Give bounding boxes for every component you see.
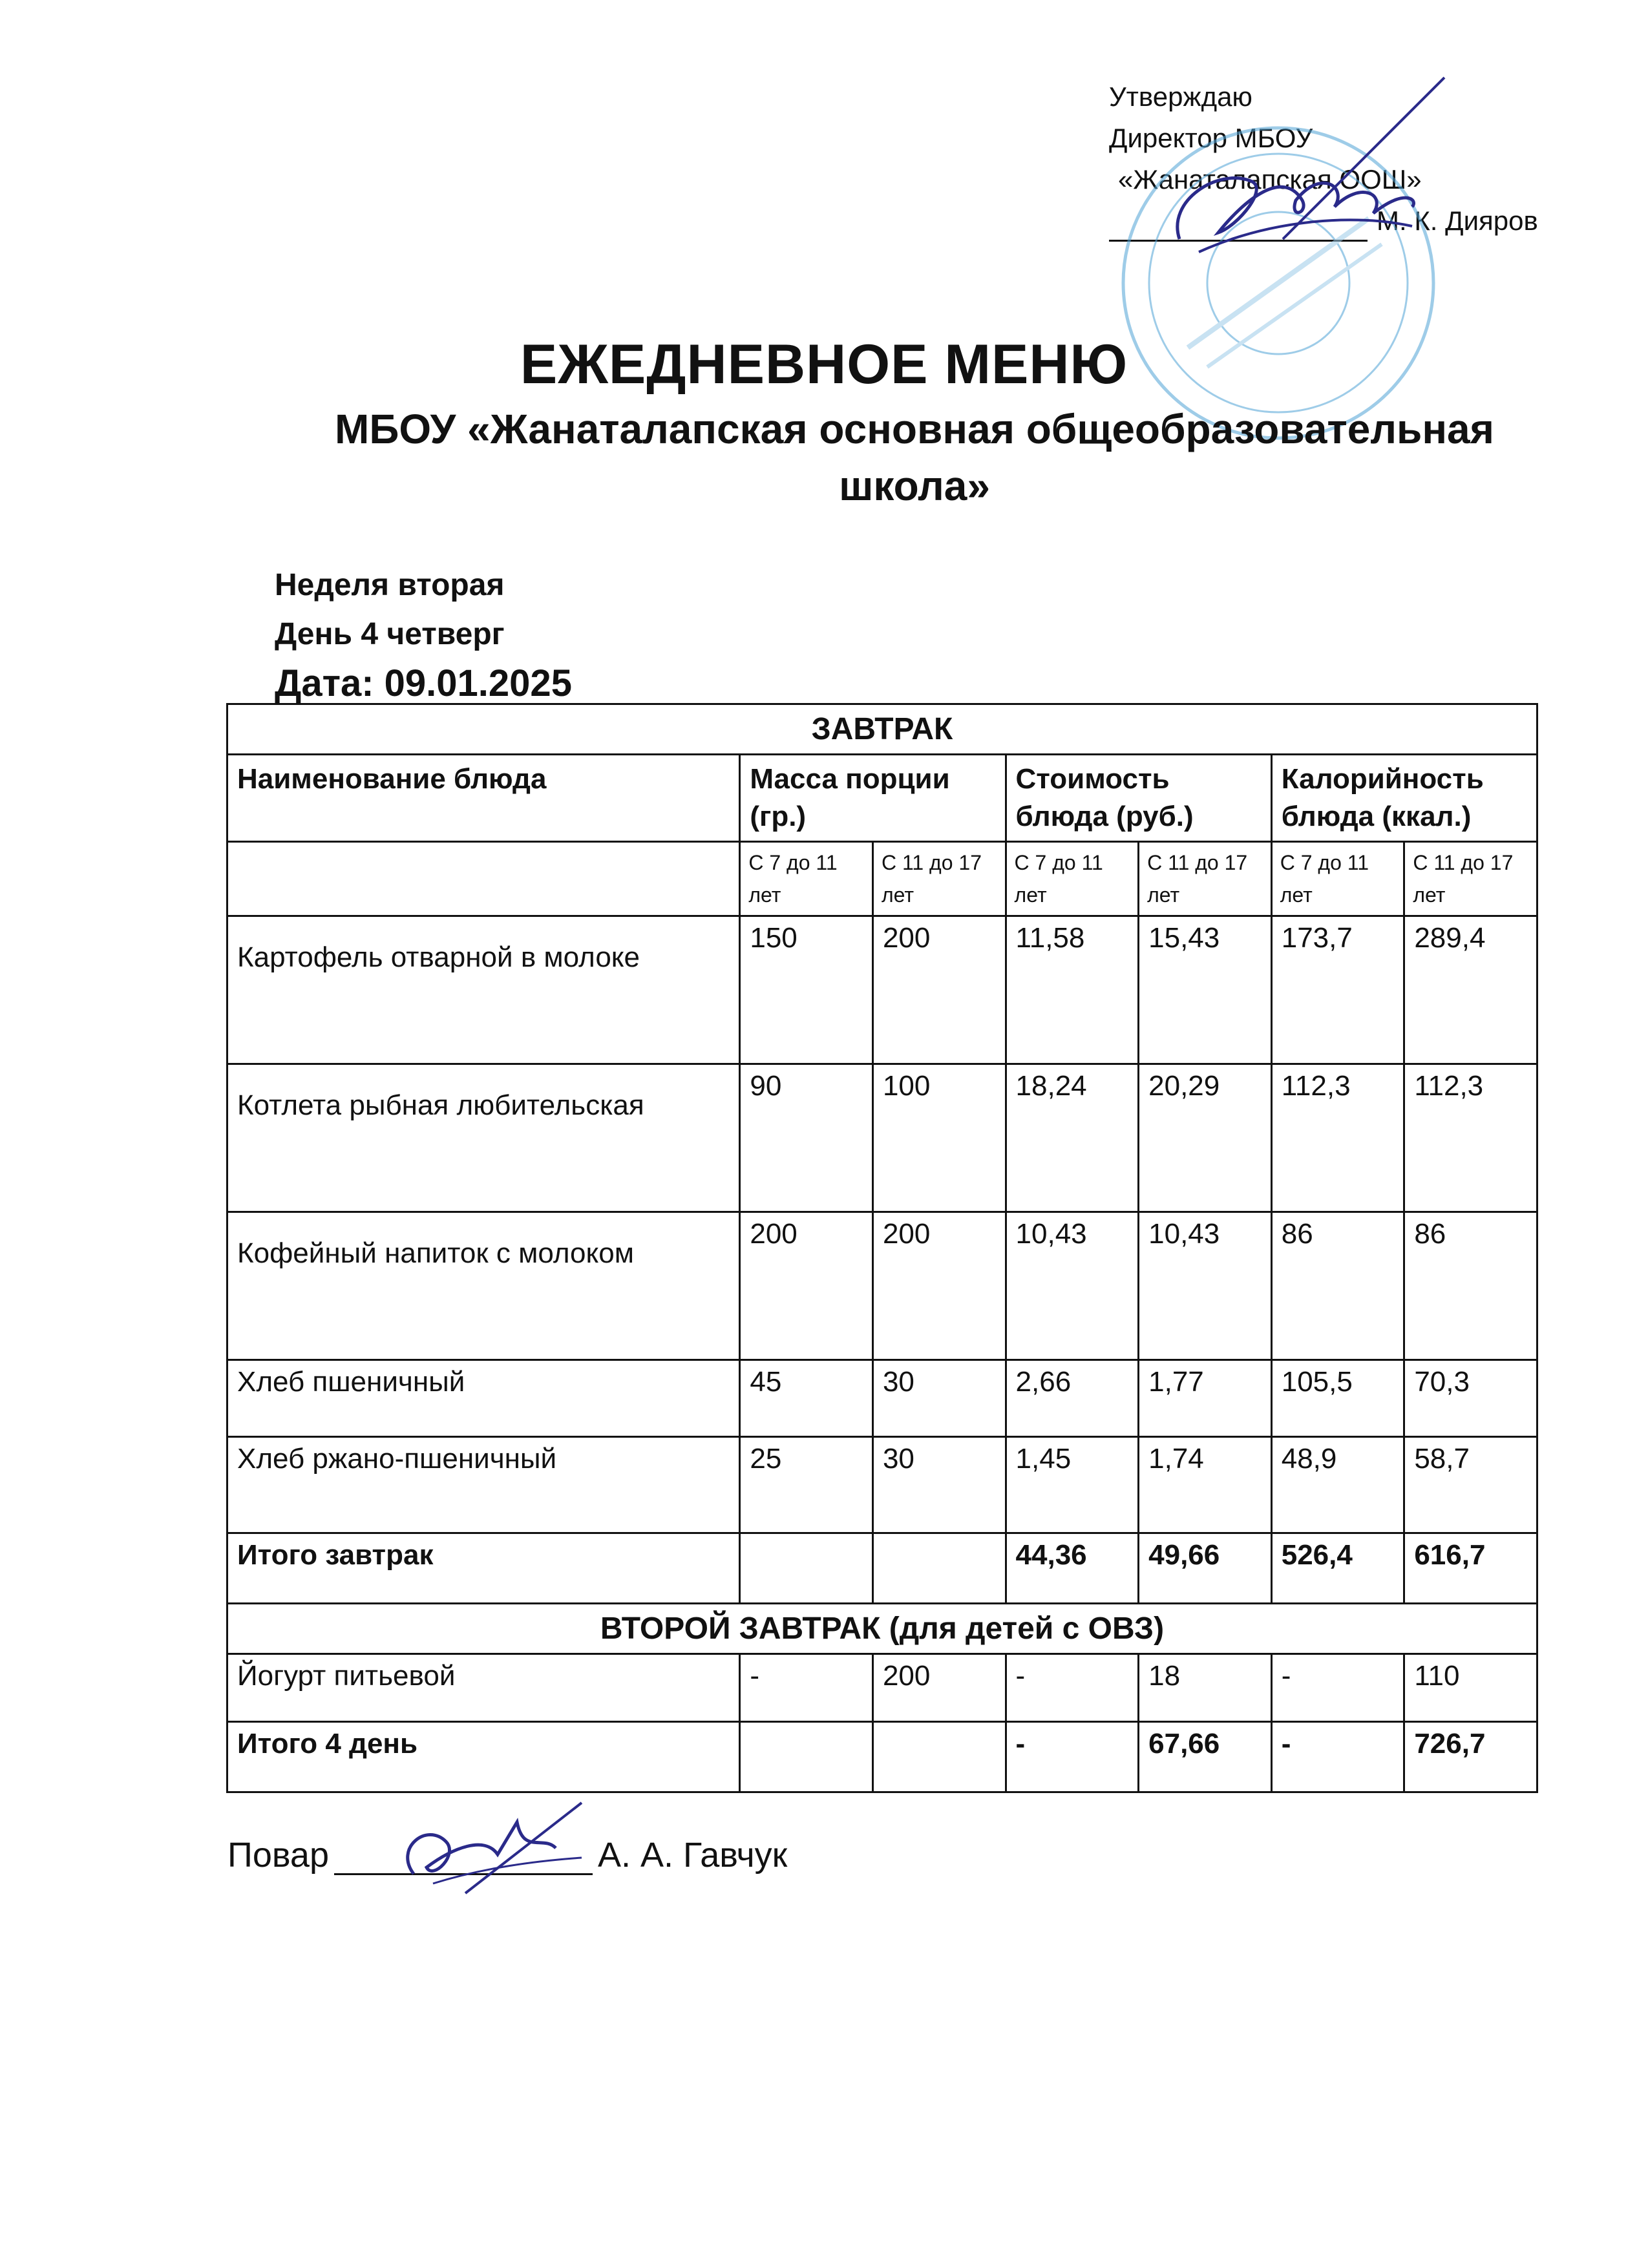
dish-name: Кофейный напиток с молоком bbox=[227, 1212, 740, 1360]
total-mass-11-17 bbox=[872, 1722, 1006, 1792]
cal-11-17: 58,7 bbox=[1404, 1437, 1537, 1533]
header-row bbox=[227, 755, 1537, 842]
cal-7-11: 173,7 bbox=[1271, 916, 1404, 1064]
total-day-row bbox=[227, 1722, 1537, 1792]
cost-11-17: 20,29 bbox=[1139, 1064, 1272, 1212]
table-row bbox=[227, 1064, 1537, 1212]
header-mass: Масса порции (гр.) bbox=[740, 755, 1006, 842]
age-group: С 7 до 11 лет bbox=[1006, 842, 1139, 916]
day-label: День 4 четверг bbox=[275, 617, 505, 651]
cost-11-17: 10,43 bbox=[1139, 1212, 1272, 1360]
dish-name: Хлеб ржано-пшеничный bbox=[227, 1437, 740, 1533]
total-day-label: Итого 4 день bbox=[227, 1722, 740, 1792]
approval-line-3: «Жанаталапская ООШ» bbox=[1118, 164, 1422, 194]
table-row bbox=[227, 916, 1537, 1064]
age-group: С 11 до 17 лет bbox=[1139, 842, 1272, 916]
section-row-second bbox=[227, 1604, 1537, 1654]
header-calories: Калорийность блюда (ккал.) bbox=[1271, 755, 1537, 842]
total-mass-7-11 bbox=[740, 1533, 873, 1604]
age-group-row bbox=[227, 842, 1537, 916]
section-second-breakfast: ВТОРОЙ ЗАВТРАК (для детей с ОВЗ) bbox=[227, 1604, 1537, 1654]
page-title: ЕЖЕДНЕВНОЕ МЕНЮ bbox=[520, 333, 1128, 395]
total-cost-11-17: 67,66 bbox=[1139, 1722, 1272, 1792]
director-name: М. К. Дияров bbox=[1377, 205, 1538, 236]
cal-11-17: 112,3 bbox=[1404, 1064, 1537, 1212]
dish-name: Хлеб пшеничный bbox=[227, 1360, 740, 1437]
age-group: С 7 до 11 лет bbox=[740, 842, 873, 916]
mass-7-11: 90 bbox=[740, 1064, 873, 1212]
table-row bbox=[227, 1437, 1537, 1533]
dish-name: Котлета рыбная любительская bbox=[227, 1064, 740, 1212]
mass-7-11: 25 bbox=[740, 1437, 873, 1533]
total-cal-11-17: 726,7 bbox=[1404, 1722, 1537, 1792]
menu-table bbox=[226, 703, 1538, 1793]
table-row bbox=[227, 1360, 1537, 1437]
dish-name: Картофель отварной в молоке bbox=[227, 916, 740, 1064]
cook-name: А. А. Гавчук bbox=[598, 1836, 788, 1874]
school-name: МБОУ «Жанаталапская основная общеобразовательная школа» bbox=[335, 406, 1494, 509]
cal-7-11: - bbox=[1271, 1654, 1404, 1722]
table-row bbox=[227, 1654, 1537, 1722]
section-breakfast: ЗАВТРАК bbox=[227, 704, 1537, 755]
cost-7-11: 11,58 bbox=[1006, 916, 1139, 1064]
approval-line-2: Директор МБОУ bbox=[1109, 123, 1313, 153]
cal-11-17: 70,3 bbox=[1404, 1360, 1537, 1437]
mass-7-11: 150 bbox=[740, 916, 873, 1064]
mass-11-17: 200 bbox=[872, 1212, 1006, 1360]
cost-7-11: 2,66 bbox=[1006, 1360, 1139, 1437]
total-cal-7-11: - bbox=[1271, 1722, 1404, 1792]
table-row bbox=[227, 1212, 1537, 1360]
age-group-empty bbox=[227, 842, 740, 916]
cook-signature bbox=[388, 1796, 595, 1906]
total-cost-7-11: - bbox=[1006, 1722, 1139, 1792]
approval-line-1: Утверждаю bbox=[1109, 81, 1252, 112]
mass-11-17: 200 bbox=[872, 1654, 1006, 1722]
cost-11-17: 1,74 bbox=[1139, 1437, 1272, 1533]
header-cost: Стоимость блюда (руб.) bbox=[1006, 755, 1271, 842]
total-cal-11-17: 616,7 bbox=[1404, 1533, 1537, 1604]
director-signature bbox=[1141, 71, 1477, 278]
section-row-breakfast bbox=[227, 704, 1537, 755]
cost-11-17: 15,43 bbox=[1139, 916, 1272, 1064]
age-group: С 7 до 11 лет bbox=[1271, 842, 1404, 916]
cal-7-11: 105,5 bbox=[1271, 1360, 1404, 1437]
total-breakfast-label: Итого завтрак bbox=[227, 1533, 740, 1604]
cost-11-17: 1,77 bbox=[1139, 1360, 1272, 1437]
dish-name: Йогурт питьевой bbox=[227, 1654, 740, 1722]
header-name: Наименование блюда bbox=[227, 755, 740, 842]
total-breakfast-row bbox=[227, 1533, 1537, 1604]
menu-meta bbox=[275, 561, 572, 708]
mass-11-17: 30 bbox=[872, 1437, 1006, 1533]
total-cost-7-11: 44,36 bbox=[1006, 1533, 1139, 1604]
cost-7-11: 1,45 bbox=[1006, 1437, 1139, 1533]
mass-7-11: - bbox=[740, 1654, 873, 1722]
total-cost-11-17: 49,66 bbox=[1139, 1533, 1272, 1604]
total-cal-7-11: 526,4 bbox=[1271, 1533, 1404, 1604]
mass-11-17: 100 bbox=[872, 1064, 1006, 1212]
cal-7-11: 86 bbox=[1271, 1212, 1404, 1360]
total-mass-11-17 bbox=[872, 1533, 1006, 1604]
cook-label: Повар bbox=[227, 1836, 329, 1874]
cost-7-11: 10,43 bbox=[1006, 1212, 1139, 1360]
cost-7-11: 18,24 bbox=[1006, 1064, 1139, 1212]
cal-7-11: 48,9 bbox=[1271, 1437, 1404, 1533]
mass-11-17: 200 bbox=[872, 916, 1006, 1064]
total-mass-7-11 bbox=[740, 1722, 873, 1792]
age-group: С 11 до 17 лет bbox=[1404, 842, 1537, 916]
week-label: Неделя вторая bbox=[275, 568, 505, 602]
mass-11-17: 30 bbox=[872, 1360, 1006, 1437]
mass-7-11: 200 bbox=[740, 1212, 873, 1360]
age-group: С 11 до 17 лет bbox=[872, 842, 1006, 916]
mass-7-11: 45 bbox=[740, 1360, 873, 1437]
cal-11-17: 289,4 bbox=[1404, 916, 1537, 1064]
cal-7-11: 112,3 bbox=[1271, 1064, 1404, 1212]
cal-11-17: 110 bbox=[1404, 1654, 1537, 1722]
cost-7-11: - bbox=[1006, 1654, 1139, 1722]
cal-11-17: 86 bbox=[1404, 1212, 1537, 1360]
cost-11-17: 18 bbox=[1139, 1654, 1272, 1722]
date-label: Дата: 09.01.2025 bbox=[275, 662, 572, 704]
